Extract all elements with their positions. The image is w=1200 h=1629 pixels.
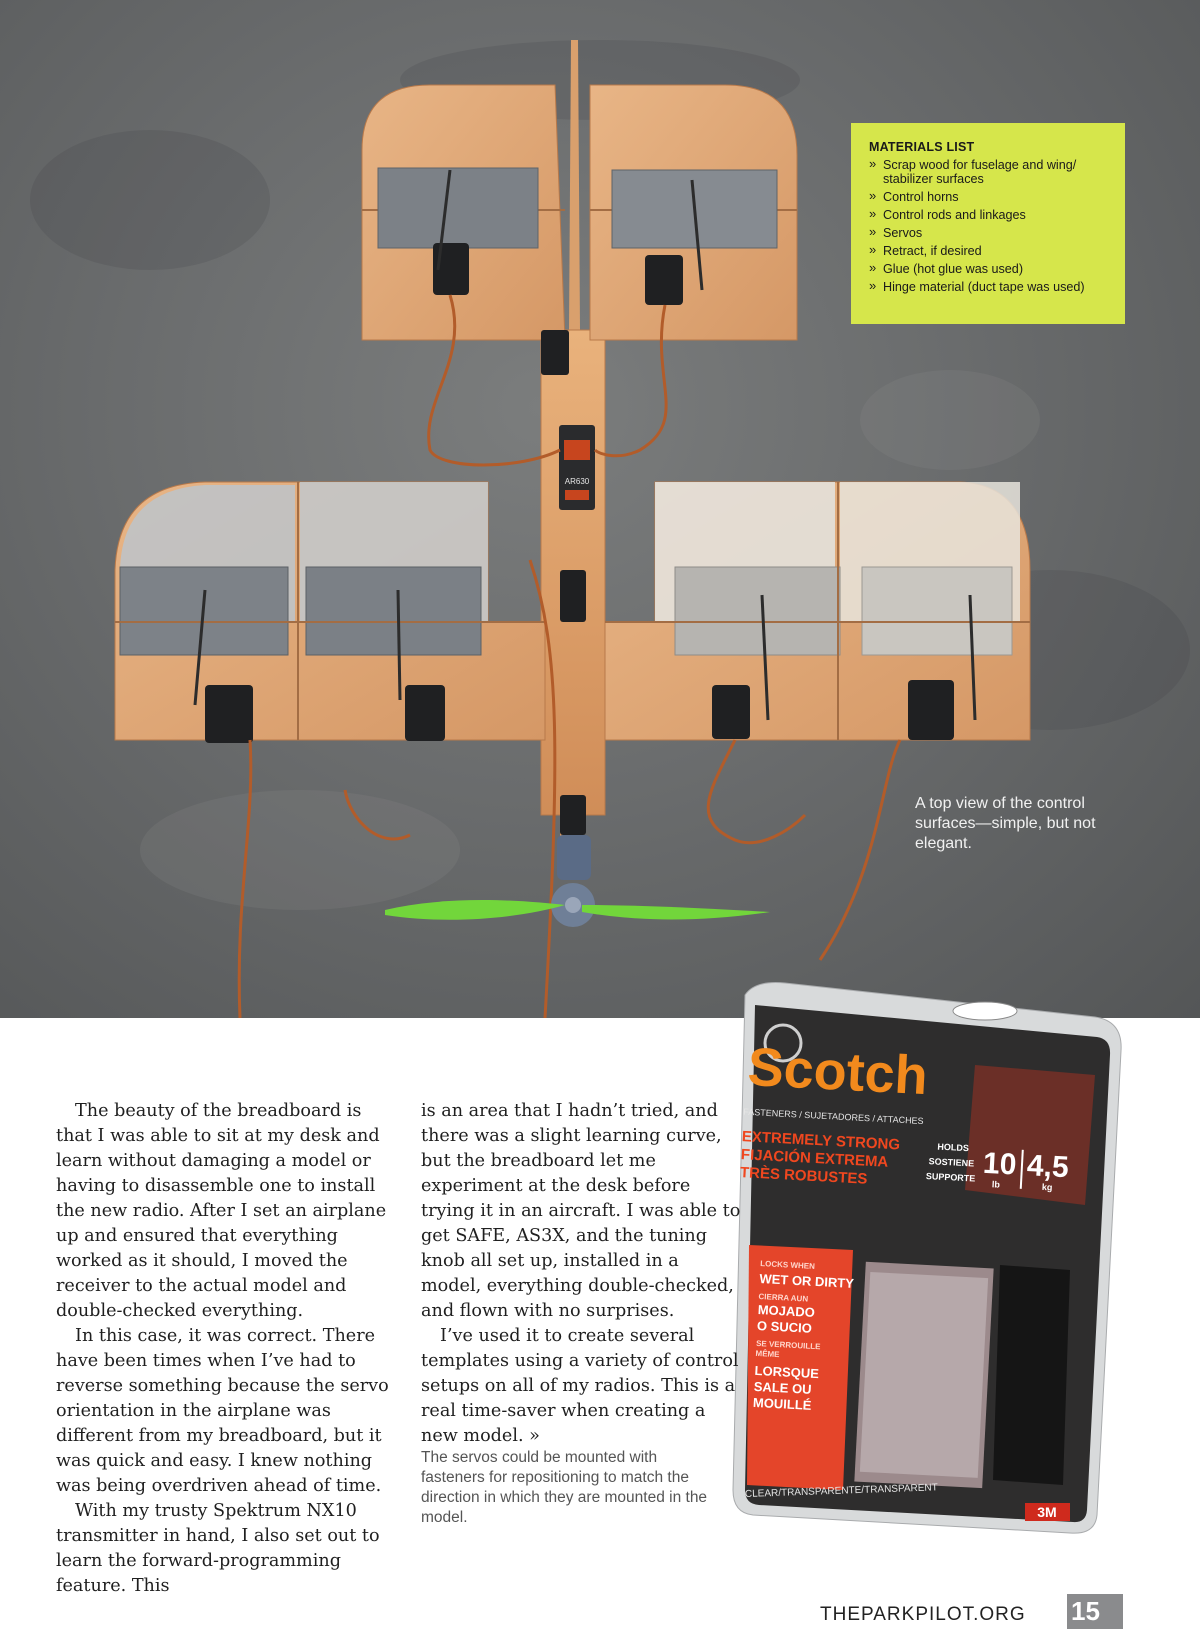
scotch-fastener-package <box>725 975 1137 1545</box>
paragraph: With my trusty Spektrum NX10 transmitter in hand, I also set out to learn the forward-programming feature. This <box>56 1501 380 1596</box>
horizontal-stabilizer-left <box>362 85 565 340</box>
servo-rudder <box>541 330 569 375</box>
package-locks-line: MOJADO <box>757 1301 816 1320</box>
package-locks-line: LORSQUE <box>754 1362 820 1382</box>
package-holds-line: SOSTIENE <box>928 1156 975 1169</box>
package-strength-line: FIJACIÓN EXTREMA <box>740 1146 889 1171</box>
receiver <box>559 425 595 510</box>
package-brand: Scotch <box>746 1036 930 1107</box>
page-number: 15 <box>1067 1594 1123 1629</box>
package-locks-line: LOCKS WHEN <box>760 1259 816 1271</box>
scotch-package-illustration <box>725 975 1137 1545</box>
materials-item: » Hinge material (duct tape was used) <box>869 280 1115 294</box>
package-weight-kg: 4,5 <box>1026 1149 1070 1185</box>
package-locks-line: MÊME <box>755 1348 780 1360</box>
materials-item: » Scrap wood for fuselage and wing/ stabilizer surfaces <box>869 158 1115 186</box>
materials-list-title: MATERIALS LIST <box>869 140 975 154</box>
paragraph: In this case, it was correct. There have been times when I’ve had to reverse something because the servo orientation in the airplane was different from my breadboard, but it was quick and easy. I knew nothing was being overdriven ahead of time. <box>56 1326 389 1496</box>
package-locks-line: SE VERROUILLE <box>755 1338 821 1352</box>
package-locks-line: MOUILLÉ <box>752 1394 812 1413</box>
servo-flap-left <box>405 685 445 741</box>
package-strength-line: EXTREMELY STRONG <box>741 1128 901 1154</box>
materials-item: » Glue (hot glue was used) <box>869 262 1115 276</box>
package-maker: 3M <box>1037 1504 1057 1520</box>
article-column-1 <box>56 1099 396 1599</box>
package-weight-lb: 10 <box>982 1146 1018 1182</box>
servo-flap-right <box>712 685 750 739</box>
package-unit-lb: lb <box>991 1179 1001 1190</box>
article-column-2 <box>421 1099 741 1449</box>
servo-center <box>560 570 586 622</box>
servo-retract <box>560 795 586 835</box>
paragraph: I’ve used it to create several templates using a variety of control setups on all of my radios. This is a real time-saver when creating a new model. » <box>421 1326 739 1446</box>
package-locks-line: CIERRA AUN <box>758 1292 809 1304</box>
package-clear: CLEAR/TRANSPARENTE/TRANSPARENT <box>744 1482 938 1500</box>
package-strength-line: TRÈS ROBUSTES <box>739 1164 868 1188</box>
photo-caption: A top view of the control surfaces—simple, but not elegant. <box>915 795 1096 852</box>
package-holds-line: SUPPORTE <box>925 1171 976 1184</box>
package-locks-line: O SUCIO <box>756 1317 813 1336</box>
servo-right-elevator <box>645 255 683 305</box>
servo-aileron-left <box>205 685 253 743</box>
package-locks-line: WET OR DIRTY <box>759 1271 855 1291</box>
package-unit-kg: kg <box>1041 1181 1053 1193</box>
paragraph: The beauty of the breadboard is that I was able to sit at my desk and learn without damaging a model or having to disassemble one to install the new radio. After I set an airplane up and ensured that everything worked as it should, I moved the receiver to the actual model and double-checked everything. <box>56 1101 387 1321</box>
materials-item: » Retract, if desired <box>869 244 1115 258</box>
materials-item: » Servos <box>869 226 1115 240</box>
materials-list <box>869 158 1115 294</box>
materials-item: » Control rods and linkages <box>869 208 1115 222</box>
package-locks-line: SALE OU <box>753 1378 812 1397</box>
materials-list-box <box>851 123 1125 324</box>
package-holds-line: HOLDS <box>937 1141 970 1154</box>
footer-website: THEPARKPILOT.ORG <box>820 1604 1026 1625</box>
receiver-label: AR630 <box>564 477 590 486</box>
materials-item: » Control horns <box>869 190 1115 204</box>
paragraph: is an area that I hadn’t tried, and there was a slight learning curve, but the breadboard let me experiment at the desk before trying it in an aircraft. I was able to get SAFE, AS3X, and the tuning knob all set up, installed in a model, everything double-checked, and flown with no surprises. <box>421 1101 741 1321</box>
servo-aileron-right <box>908 680 954 740</box>
package-subtitle: FASTENERS / SUJETADORES / ATTACHES <box>743 1106 924 1127</box>
package-caption: The servos could be mounted with fasteners for repositioning to match the direction in which they are mounted in the model. <box>421 1449 708 1526</box>
